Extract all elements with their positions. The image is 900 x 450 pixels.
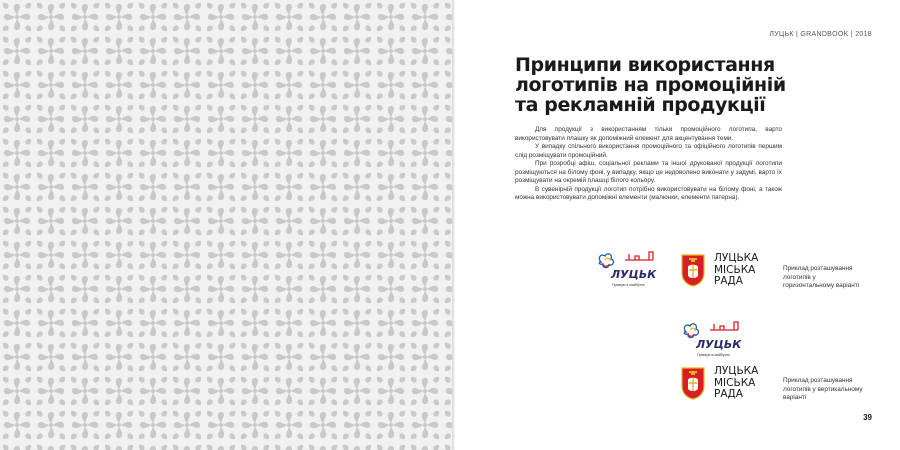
council-logo-horizontal: [680, 253, 758, 288]
title-line: логотипів на промоційній: [515, 74, 786, 96]
text-page: [455, 0, 900, 450]
paragraph: У випадку спільного використання промоційного та офіційного логотипів першим слід розміщувати промоційний.: [515, 143, 782, 159]
promo-logo-tagline: Прямую в майбутнє: [612, 283, 646, 287]
paragraph: В сувенірній продукції логотип потрібно використовувати на білому фоні, а також можна використовувати допоміжні елементи (малюнки, елементи патерна).: [515, 185, 782, 201]
title-line: та рекламній продукції: [515, 94, 766, 116]
council-name-line: МІСЬКА: [714, 376, 756, 389]
council-name-line: РАДА: [714, 388, 743, 400]
promo-logo-icon: [595, 250, 657, 290]
promo-logo-icon: [680, 320, 742, 360]
council-name-line: РАДА: [714, 275, 743, 287]
council-name-line: ЛУЦЬКА: [714, 365, 759, 377]
promo-logo-tagline: Прямую в майбутнє: [697, 353, 731, 357]
council-name: [714, 253, 758, 288]
caption-vertical: Приклад розташування логотипів у вертикальному варіанті: [783, 377, 863, 401]
council-name-line: ЛУЦЬКА: [714, 252, 759, 264]
title-line: Принципи використання: [515, 54, 775, 76]
promo-logo-horizontal: [595, 250, 657, 295]
promo-logo-vertical: [680, 320, 742, 365]
council-name: [714, 366, 758, 401]
promo-logo-wordmark: ЛУЦЬК: [611, 268, 657, 281]
promo-logo-wordmark: ЛУЦЬК: [696, 338, 742, 351]
paragraph: Для продукції з використанням тільки промоційного логотипа, варто використовувати плашку як допоміжний елемент для акцентування теми.: [515, 126, 782, 142]
body-text: [515, 126, 782, 203]
page-title: [515, 55, 815, 115]
coat-of-arms-icon: [680, 366, 706, 400]
coat-of-arms-icon: [680, 253, 706, 287]
council-name-line: МІСЬКА: [714, 263, 756, 276]
caption-horizontal: Приклад розташування логотипів у горизонтальному варіанті: [783, 265, 860, 289]
council-logo-vertical: [680, 366, 758, 401]
running-head: ЛУЦЬК | GRANDBOOK | 2018: [769, 31, 872, 38]
page-number: 39: [863, 413, 872, 422]
paragraph: При розробці афіш, соціальної реклами та іншої друкованої продукції логотипи розміщуються на білому фоні, у випадку, якщо це недоволено виконати у задумі, варто їх розміщувати на окремій плашці білого кольору.: [515, 160, 782, 184]
